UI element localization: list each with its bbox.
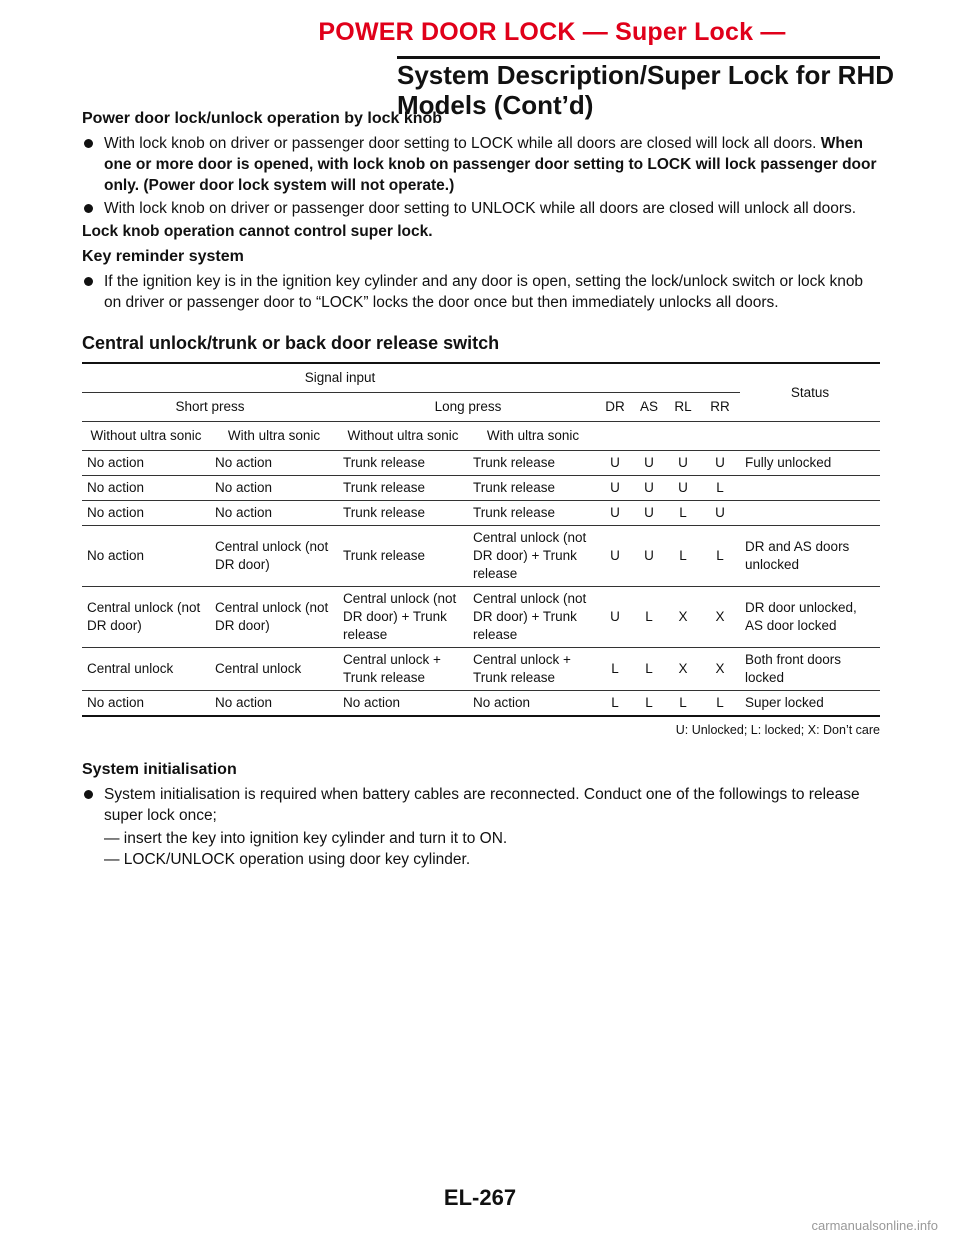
door-state-cell: U [700,501,740,526]
signal-cell: No action [468,691,598,717]
bullet-text-bold: When one or more door is opened, with lock knob on passenger door setting to LOCK will lock passenger door only. (Power door lock system will not operate.) [104,135,877,194]
header-rr: RR [700,393,740,422]
signal-cell: No action [82,476,210,501]
signal-cell: Central unlock (not DR door) [210,526,338,587]
signal-cell: No action [210,476,338,501]
door-state-cell: U [598,501,632,526]
status-cell: Super locked [740,691,880,717]
signal-cell: No action [210,501,338,526]
door-state-cell: U [598,451,632,476]
signal-cell: No action [82,451,210,476]
signal-cell: No action [338,691,468,717]
bullet-item [82,133,882,196]
door-state-cell: U [598,587,632,648]
signal-cell: Trunk release [338,526,468,587]
bullet-text: System initialisation is required when battery cables are reconnected. Conduct one of the followings to release super lock once; [104,786,860,824]
dash-item: — insert the key into ignition key cylinder and turn it to ON. [104,830,508,847]
header-as: AS [632,393,666,422]
door-state-cell: L [632,648,666,691]
signal-cell: Central unlock (not DR door) + Trunk release [468,587,598,648]
door-state-cell: X [666,587,700,648]
door-state-cell: L [632,587,666,648]
header-short-press: Short press [82,393,338,422]
bullet-text: With lock knob on driver or passenger door setting to UNLOCK while all doors are closed will unlock all doors. [104,200,857,217]
bullet-icon [84,277,93,286]
table-row [82,501,880,526]
signal-cell: Central unlock (not DR door) [210,587,338,648]
status-cell: DR door unlocked, AS door locked [740,587,880,648]
signal-cell: Trunk release [338,476,468,501]
door-state-cell: U [632,476,666,501]
door-state-cell: L [598,648,632,691]
door-state-cell: U [598,526,632,587]
subheader-cell: Without ultra sonic [338,422,468,451]
table-row [82,691,880,717]
status-cell: Both front doors locked [740,648,880,691]
door-state-cell: X [700,587,740,648]
table-body [82,451,880,717]
door-state-cell: U [666,451,700,476]
bullet-icon [84,790,93,799]
header-dr: DR [598,393,632,422]
signal-cell: No action [210,691,338,717]
table-row [82,648,880,691]
dash-item: — LOCK/UNLOCK operation using door key cylinder. [104,851,471,868]
header-rule [397,56,880,59]
door-state-cell: X [700,648,740,691]
signal-cell: Trunk release [468,476,598,501]
door-state-cell: X [666,648,700,691]
table-row [82,526,880,587]
door-state-cell: U [598,476,632,501]
door-state-cell: U [632,501,666,526]
signal-cell: Trunk release [338,451,468,476]
header-signal-input: Signal input [82,363,598,393]
signal-cell: Trunk release [468,501,598,526]
bullet-item [82,271,882,313]
table-row [82,451,880,476]
signal-cell: Trunk release [468,451,598,476]
header-subtitle-line2: Models (Cont’d) [397,90,594,120]
signal-cell: Central unlock (not DR door) + Trunk release [338,587,468,648]
header-status: Status [740,363,880,422]
door-state-cell: U [666,476,700,501]
bullet-item [82,784,882,826]
watermark-text: carmanualsonline.info [811,1218,938,1233]
subheader-cell: With ultra sonic [468,422,598,451]
signal-status-table [82,362,880,717]
subheader-blank [598,422,880,451]
header-blank [598,363,740,393]
table-row [82,476,880,501]
section-heading-lock-knob: Power door lock/unlock operation by lock knob [82,110,443,127]
section-heading-initialisation: System initialisation [82,761,237,778]
signal-cell: No action [82,691,210,717]
door-state-cell: L [700,526,740,587]
note-text: Lock knob operation cannot control super lock. [82,223,433,240]
door-state-cell: U [632,526,666,587]
signal-cell: Central unlock [82,648,210,691]
signal-cell: No action [210,451,338,476]
status-cell [740,501,880,526]
status-cell: DR and AS doors unlocked [740,526,880,587]
bullet-icon [84,139,93,148]
status-cell [740,476,880,501]
door-state-cell: L [666,691,700,717]
status-cell: Fully unlocked [740,451,880,476]
door-state-cell: L [700,476,740,501]
door-state-cell: U [700,451,740,476]
door-state-cell: L [632,691,666,717]
signal-cell: No action [82,526,210,587]
header-long-press: Long press [338,393,598,422]
door-state-cell: U [632,451,666,476]
door-state-cell: L [666,526,700,587]
section-heading-central-unlock: Central unlock/trunk or back door release switch [82,333,500,353]
bullet-icon [84,204,93,213]
bullet-text: With lock knob on driver or passenger door setting to LOCK while all doors are closed will lock all doors. [104,135,817,152]
door-state-cell: L [666,501,700,526]
door-state-cell: L [700,691,740,717]
header-rl: RL [666,393,700,422]
door-state-cell: L [598,691,632,717]
signal-cell: No action [82,501,210,526]
signal-cell: Central unlock + Trunk release [468,648,598,691]
signal-cell: Trunk release [338,501,468,526]
signal-cell: Central unlock + Trunk release [338,648,468,691]
signal-cell: Central unlock (not DR door) [82,587,210,648]
header-subtitle-line1: System Description/Super Lock for RHD [397,60,894,90]
section-heading-key-reminder: Key reminder system [82,248,244,265]
table-legend: U: Unlocked; L: locked; X: Don’t care [675,723,880,737]
bullet-text: If the ignition key is in the ignition key cylinder and any door is open, setting the lock/unlock switch or lock knob on driver or passenger door to “LOCK” locks the door once but then immediately unlocks all doors. [104,273,864,311]
header-title: POWER DOOR LOCK — Super Lock — [318,18,786,46]
table-row [82,587,880,648]
page-content [82,108,882,870]
subheader-cell: Without ultra sonic [82,422,210,451]
subheader-cell: With ultra sonic [210,422,338,451]
bullet-item [82,198,882,219]
signal-cell: Central unlock [210,648,338,691]
signal-cell: Central unlock (not DR door) + Trunk release [468,526,598,587]
page-number: EL-267 [443,1185,517,1210]
